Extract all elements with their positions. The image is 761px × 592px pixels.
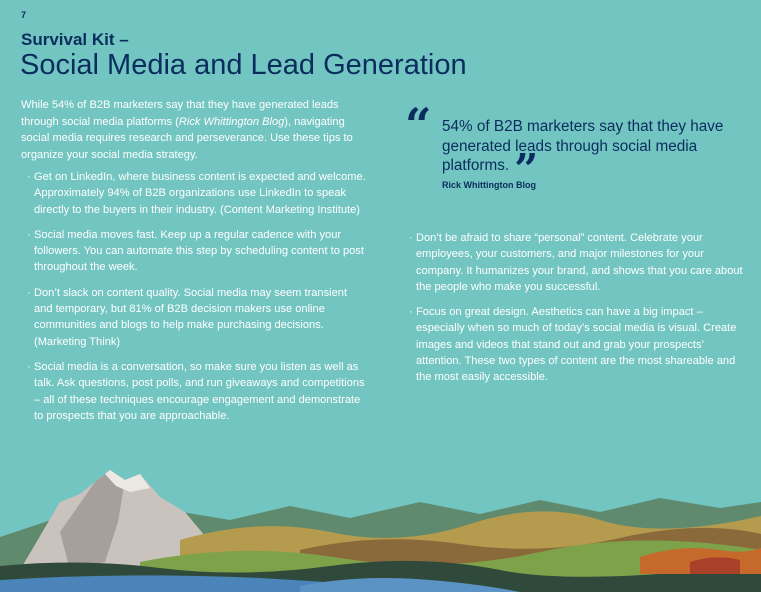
tip-item: · Social media is a conversation, so make sure you listen as well as talk. Ask questions, post polls, and run giveaways and competitions – all of these techniques encourage engagement and demonstrate to prospects that you are approachable. bbox=[27, 359, 367, 424]
section-kicker: Survival Kit – bbox=[21, 30, 129, 49]
close-quote-icon: ” bbox=[514, 145, 533, 194]
quote-source: Rick Whittington Blog bbox=[442, 180, 536, 190]
quote-text: 54% of B2B marketers say that they have generated leads through social media platforms. bbox=[442, 118, 724, 174]
intro-text-after: ), navigating social media requires research and perseverance. Use these tips to organize your social media strategy. bbox=[21, 115, 353, 161]
tip-item: · Don’t be afraid to share “personal” content. Celebrate your employees, your customers, and major milestones for your company. It humanizes your brand, and shows that you care about the people who make you successful. bbox=[409, 230, 744, 295]
open-quote-icon: “ bbox=[405, 98, 426, 152]
tip-item: · Social media moves fast. Keep up a regular cadence with your followers. You can automate this step by scheduling content to post throughout the week. bbox=[27, 227, 367, 276]
tip-item: · Focus on great design. Aesthetics can have a big impact – especially when so much of today’s social media is visual. Create images and videos that stand out and grab your prospects’ attention. These two types of content are the most shareable and the most easily accessible. bbox=[409, 304, 744, 385]
intro-citation: Rick Whittington Blog bbox=[178, 115, 285, 128]
intro-paragraph bbox=[21, 97, 366, 163]
pull-quote bbox=[405, 100, 745, 195]
tip-item: · Get on LinkedIn, where business content is expected and welcome. Approximately 94% of B2B organizations use LinkedIn to speak directly to the buyers in their industry. (Content Marketing Institute) bbox=[27, 169, 367, 218]
page-title: Social Media and Lead Generation bbox=[20, 49, 467, 81]
tip-item: · Don’t slack on content quality. Social media may seem transient and temporary, but 81% of B2B decision makers use online communities and blogs to help make purchasing decisions. (Marketing Think) bbox=[27, 285, 367, 350]
left-tips-list bbox=[27, 169, 367, 433]
landscape-illustration bbox=[0, 462, 761, 592]
right-tips-list bbox=[409, 230, 744, 395]
page-number: 7 bbox=[21, 10, 27, 20]
intro-text-before: While 54% of B2B marketers say that they have generated leads through social media platforms ( bbox=[21, 99, 339, 128]
